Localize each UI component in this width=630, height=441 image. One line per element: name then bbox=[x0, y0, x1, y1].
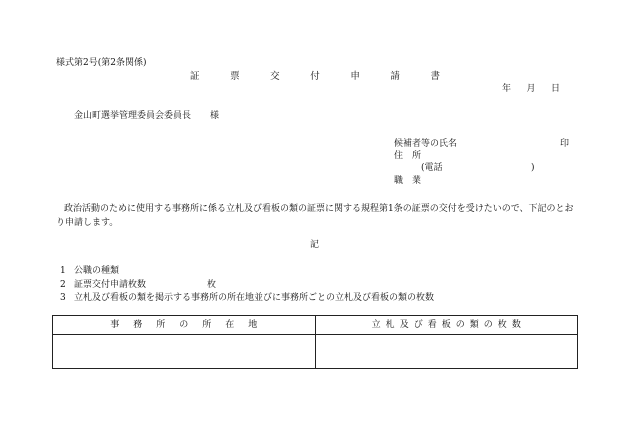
item-unit: 枚 bbox=[207, 280, 217, 290]
header-char: の bbox=[179, 319, 189, 330]
item-text: 立札及び看板の類を掲示する事務所の所在地並びに事務所ごとの立札及び看板の類の枚数 bbox=[74, 293, 435, 303]
item-text: 公職の種類 bbox=[74, 266, 120, 276]
list-item bbox=[60, 294, 434, 303]
office-table bbox=[52, 315, 578, 369]
date-day-label: 日 bbox=[550, 84, 560, 94]
title-char: 書 bbox=[430, 71, 440, 82]
header-char: 類 bbox=[469, 319, 479, 330]
table-header-row bbox=[53, 316, 578, 335]
applicant-address-label: 住 所 bbox=[394, 151, 422, 161]
header-char: 地 bbox=[248, 319, 258, 330]
office-location-header bbox=[53, 316, 316, 335]
addressee-suffix: 様 bbox=[210, 111, 220, 121]
header-char: 及 bbox=[399, 319, 409, 330]
title-char: 票 bbox=[230, 71, 240, 82]
header-char: の bbox=[483, 319, 493, 330]
header-char: 札 bbox=[385, 319, 395, 330]
title-char: 交 bbox=[270, 71, 280, 82]
item-number: 3 bbox=[60, 293, 66, 303]
phone-close-paren: ) bbox=[531, 163, 535, 173]
title-char: 請 bbox=[390, 71, 400, 82]
header-char: 所 bbox=[202, 319, 212, 330]
applicant-occupation-label: 職 業 bbox=[394, 176, 422, 186]
request-body-text: 政治活動のために使用する事務所に係る立札及び看板の類の証票に関する規程第1条の証票の交付を受けたいので、下記のとおり申請します。 bbox=[56, 204, 574, 228]
ki-heading: 記 bbox=[310, 240, 320, 250]
header-char: の bbox=[455, 319, 465, 330]
header-char: 立 bbox=[371, 319, 381, 330]
item-number: 2 bbox=[60, 280, 66, 290]
document-title bbox=[190, 72, 440, 82]
form-number: 様式第2号(第2条関係) bbox=[56, 58, 147, 68]
date-year-label: 年 bbox=[502, 84, 512, 94]
title-char: 付 bbox=[310, 71, 320, 82]
table-row bbox=[53, 335, 578, 369]
sign-count-cell[interactable] bbox=[315, 335, 578, 369]
applicant-name-label: 候補者等の氏名 bbox=[394, 139, 458, 149]
addressee: 金山町選挙管理委員会委員長 bbox=[74, 111, 192, 121]
item-number: 1 bbox=[60, 266, 66, 276]
sign-count-header bbox=[315, 316, 578, 335]
header-char: び bbox=[413, 319, 423, 330]
list-item bbox=[60, 281, 146, 290]
title-char: 申 bbox=[350, 71, 360, 82]
date-line bbox=[502, 85, 560, 94]
seal-mark: 印 bbox=[560, 139, 570, 149]
list-item bbox=[60, 267, 119, 276]
header-char: 看 bbox=[427, 319, 437, 330]
header-char: 務 bbox=[133, 319, 143, 330]
header-char: 事 bbox=[110, 319, 120, 330]
office-location-cell[interactable] bbox=[53, 335, 316, 369]
phone-label: (電話 bbox=[421, 163, 443, 173]
header-char: 在 bbox=[225, 319, 235, 330]
header-char: 枚 bbox=[497, 319, 507, 330]
item-text: 証票交付申請枚数 bbox=[74, 280, 147, 290]
header-char: 板 bbox=[441, 319, 451, 330]
header-char: 所 bbox=[156, 319, 166, 330]
date-month-label: 月 bbox=[526, 84, 536, 94]
header-char: 数 bbox=[511, 319, 521, 330]
title-char: 証 bbox=[190, 71, 200, 82]
